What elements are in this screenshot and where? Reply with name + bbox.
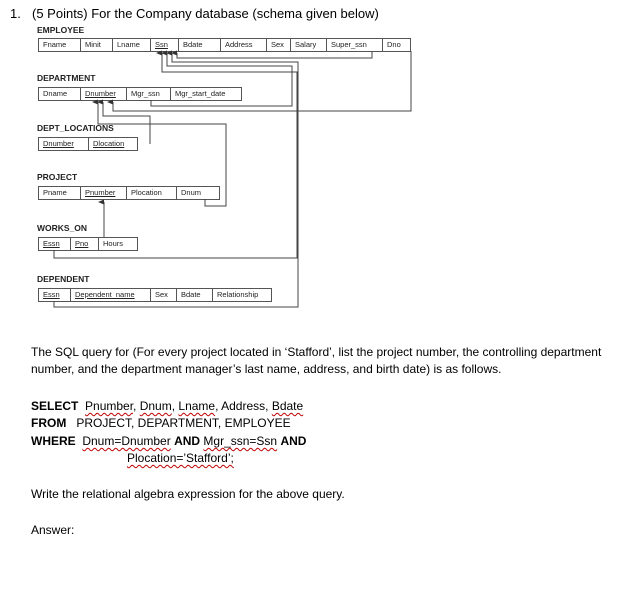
employee-col-ssn: Ssn [151, 39, 179, 51]
sql-where-keyword: WHERE [31, 434, 76, 448]
sql-from-line [31, 415, 291, 432]
sql-col-dnum: Dnum [139, 399, 172, 413]
sql-col-pnumber: Pnumber [85, 399, 134, 413]
dependent-col-relationship: Relationship [217, 290, 259, 299]
question-title: (5 Points) For the Company database (schema given below) [32, 6, 379, 21]
sql-from-tables: PROJECT, DEPARTMENT, EMPLOYEE [76, 416, 291, 430]
department-col-dnumber: Dnumber [81, 88, 127, 100]
project-col-dnum: Dnum [181, 188, 202, 197]
project-col-pnumber: Pnumber [81, 187, 127, 199]
department-col-mgr-ssn: Mgr_ssn [127, 88, 171, 100]
fk-deptloc-dnumber-line [103, 102, 150, 144]
works-on-table-name: WORKS_ON [37, 223, 88, 233]
works-on-col-pno: Pno [71, 238, 99, 250]
sql-where-line [31, 433, 306, 450]
answer-label: Answer: [31, 523, 75, 537]
works-on-col-essn: Essn [39, 238, 71, 250]
dependent-col-essn: Essn [39, 289, 71, 301]
project-table-name: PROJECT [37, 172, 78, 182]
dept-locations-col-dnumber: Dnumber [39, 138, 89, 150]
sql-cond-plocation: Plocation=’Stafford’; [127, 451, 234, 465]
sql-from-keyword: FROM [31, 416, 67, 430]
project-col-pname: Pname [39, 187, 81, 199]
employee-col-address: Address [221, 39, 267, 51]
sql-and-keyword-1: AND [174, 434, 201, 448]
employee-col-sex: Sex [267, 39, 291, 51]
sql-cond-mgr-ssn: Mgr_ssn=Ssn [203, 434, 278, 448]
sql-col-bdate: Bdate [271, 399, 304, 413]
sql-and-keyword-2: AND [280, 434, 307, 448]
project-col-plocation: Plocation [127, 187, 177, 199]
dependent-col-sex: Sex [151, 289, 177, 301]
employee-col-lname: Lname [113, 39, 151, 51]
dependent-col-bdate: Bdate [177, 289, 213, 301]
dept-locations-table-name: DEPT_LOCATIONS [37, 123, 114, 133]
fk-dnum-line [98, 102, 226, 206]
sql-cond-dnum-dnumber: Dnum=Dnumber [82, 434, 171, 448]
department-col-mgr-start-date: Mgr_start_date [175, 89, 226, 98]
employee-col-minit: Minit [81, 39, 113, 51]
fk-dependent-essn-line [54, 53, 298, 307]
sql-select-keyword: SELECT [31, 399, 79, 413]
employee-col-salary: Salary [291, 39, 327, 51]
employee-col-fname: Fname [39, 39, 81, 51]
sql-col-address: Address [221, 399, 266, 413]
employee-col-bdate: Bdate [179, 39, 221, 51]
department-col-dname: Dname [39, 88, 81, 100]
fk-dno-line [113, 51, 411, 111]
sql-col-lname: Lname [178, 399, 216, 413]
instruction-text: Write the relational algebra expression for the above query. [31, 487, 345, 501]
dept-locations-col-dlocation: Dlocation [93, 139, 125, 148]
dependent-table-name: DEPENDENT [37, 274, 90, 284]
works-on-col-hours: Hours [103, 239, 124, 248]
dependent-col-dependent-name: Dependent_name [71, 289, 151, 301]
fk-works-on-essn-line [54, 53, 297, 258]
employee-col-super-ssn: Super_ssn [327, 39, 383, 51]
fk-super-ssn-line [177, 51, 372, 58]
question-number: 1. [10, 6, 21, 21]
department-table-name: DEPARTMENT [37, 73, 96, 83]
employee-table-name: EMPLOYEE [37, 25, 85, 35]
employee-col-dno: Dno [387, 40, 401, 49]
sql-select-line: SELECT Pnumber, Dnum, Lname, Address, Bdate [31, 399, 304, 413]
sql-where-line-2 [127, 450, 234, 467]
query-description: The SQL query for (For every project located in ‘Stafford’, list the project number, the controlling department number, and the department manager’s last name, address, and birth date) is as follows. [31, 345, 602, 376]
